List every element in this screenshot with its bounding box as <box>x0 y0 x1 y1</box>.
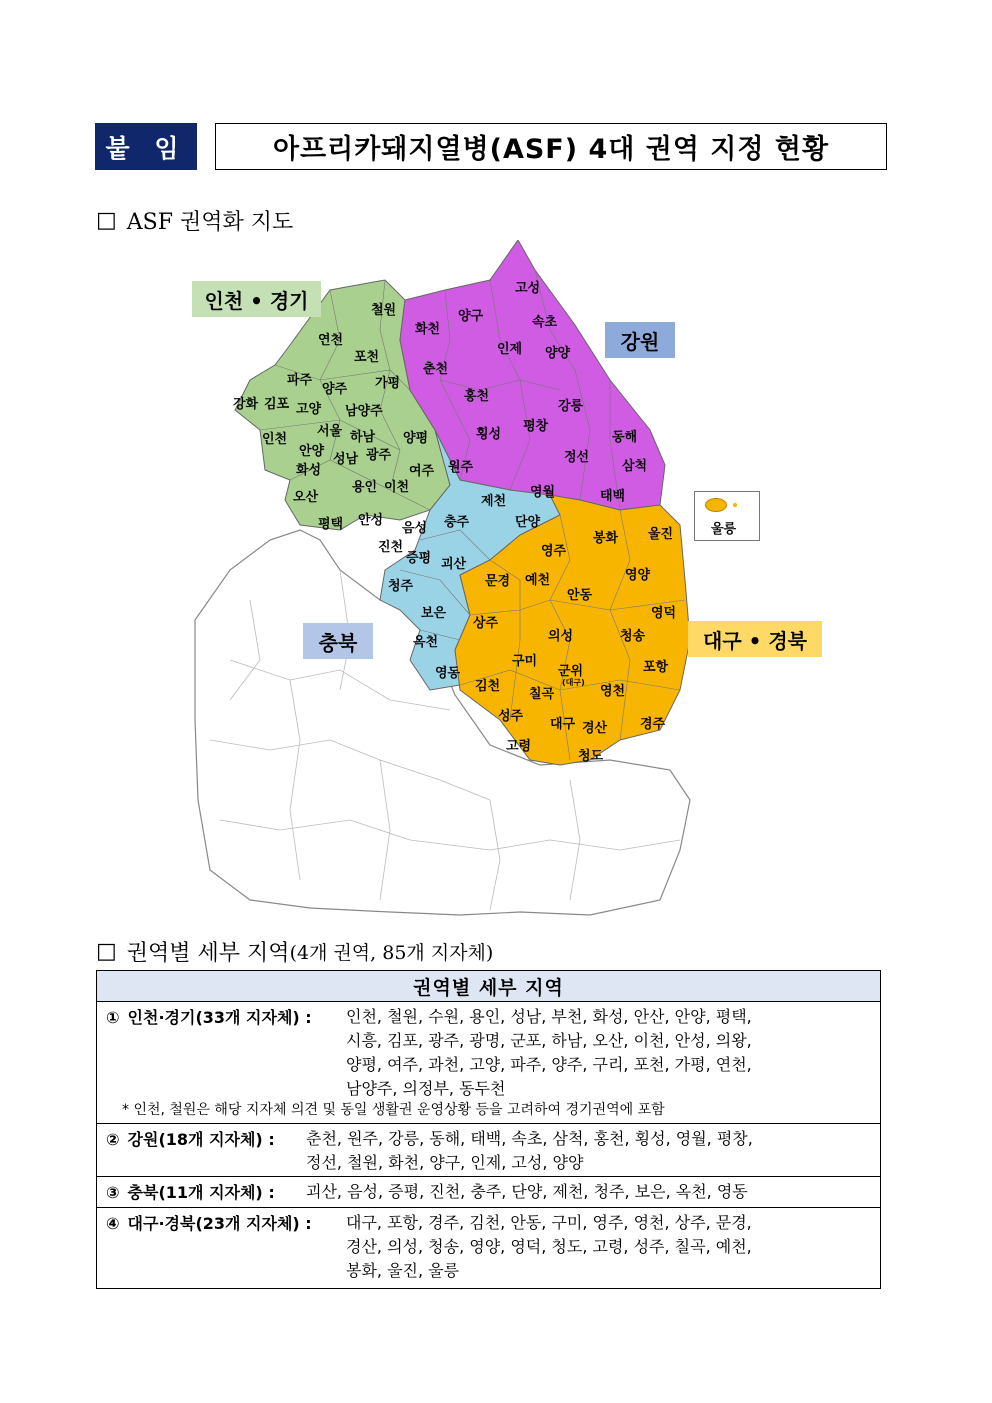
region-label-gyeongbuk: 대구 • 경북 <box>688 621 822 657</box>
city-label: 괴산 <box>441 557 467 572</box>
city-label: 가평 <box>375 376 401 391</box>
city-label: 철원 <box>371 303 397 318</box>
row-footnote: * 인천, 철원은 해당 지자체 의견 및 동일 생활권 운영상황 등을 고려하여 경기권역에 포함 <box>122 1102 665 1118</box>
city-label: (대구) <box>562 678 585 687</box>
city-label: 청주 <box>388 579 414 594</box>
city-label: 오산 <box>293 490 319 505</box>
ulleung-island-icon <box>705 498 727 512</box>
city-label: 강릉 <box>558 399 584 414</box>
section-detail-count: (4개 권역, 85개 지자체) <box>289 942 494 964</box>
city-label: 경산 <box>582 721 608 736</box>
city-label: 음성 <box>402 521 428 536</box>
city-label: 춘천 <box>423 362 449 377</box>
city-label: 인천 <box>262 432 288 447</box>
checkbox-bullet-icon: □ <box>96 939 117 964</box>
city-label: 광주 <box>366 448 392 463</box>
city-label: 평창 <box>523 419 549 434</box>
city-label: 용인 <box>352 480 378 495</box>
city-label: 안양 <box>299 444 325 459</box>
city-label: 김천 <box>475 679 501 694</box>
city-label: 홍천 <box>464 389 490 404</box>
row-list-line: 시흥, 김포, 광주, 광명, 군포, 하남, 오산, 이천, 안성, 의왕, <box>346 1031 752 1050</box>
row-region: 충북(11개 지자체) : <box>127 1183 275 1202</box>
city-label: 증평 <box>406 551 432 566</box>
region-detail-table <box>96 970 881 1289</box>
region-label-gangwon: 강원 <box>605 322 675 358</box>
city-label: 영양 <box>625 568 651 583</box>
city-label: 안동 <box>567 588 593 603</box>
city-label: 여주 <box>409 464 435 479</box>
region-label-gyeonggi: 인천 • 경기 <box>192 281 321 317</box>
city-label: 보은 <box>421 606 447 621</box>
row-region: 인천·경기(33개 지자체) : <box>127 1008 312 1027</box>
city-label: 문경 <box>485 574 511 589</box>
city-label: 고령 <box>506 739 532 754</box>
row-number: ④ <box>106 1214 120 1233</box>
city-label: 화성 <box>296 463 322 478</box>
city-label: 봉화 <box>593 531 619 546</box>
city-label: 양양 <box>545 346 571 361</box>
city-label: 울진 <box>648 527 674 542</box>
city-label: 원주 <box>448 460 474 475</box>
city-label: 이천 <box>384 480 410 495</box>
city-label: 남양주 <box>345 404 383 419</box>
city-label: 정선 <box>564 450 590 465</box>
row-list-line: 봉화, 울진, 울릉 <box>346 1261 460 1280</box>
city-label: 김포 <box>264 397 290 412</box>
section-detail-heading <box>96 936 493 967</box>
city-label: 대구 <box>550 717 576 732</box>
city-label: 충주 <box>444 515 470 530</box>
city-label: 강화 <box>233 397 259 412</box>
ulleung-inset <box>694 491 760 541</box>
city-label: 구미 <box>512 654 538 669</box>
city-label: 영덕 <box>651 606 677 621</box>
city-label: 양구 <box>458 309 484 324</box>
city-label: 횡성 <box>476 427 502 442</box>
city-label: 안성 <box>358 513 384 528</box>
document-title: 아프리카돼지열병(ASF) 4대 권역 지정 현황 <box>215 123 887 170</box>
row-number: ① <box>106 1008 120 1027</box>
section-map-heading <box>96 205 293 236</box>
row-list-line: 춘천, 원주, 강릉, 동해, 태백, 속초, 삼척, 홍천, 횡성, 영월, 평창, <box>306 1129 753 1148</box>
row-list-line: 경산, 의성, 청송, 영양, 영덕, 청도, 고령, 성주, 칠곡, 예천, <box>346 1237 752 1256</box>
city-label: 칠곡 <box>529 687 555 702</box>
city-label: 성주 <box>498 709 524 724</box>
city-label: 파주 <box>287 373 313 388</box>
city-label: 영주 <box>541 544 567 559</box>
city-label: 연천 <box>318 333 344 348</box>
region-label-chungbuk: 충북 <box>303 623 373 659</box>
attachment-badge: 붙 임 <box>95 123 197 170</box>
section-map-title: ASF 권역화 지도 <box>126 210 294 235</box>
city-label: 청도 <box>578 749 604 764</box>
table-row <box>97 1002 881 1124</box>
city-label: 영동 <box>435 666 461 681</box>
city-label: 영천 <box>600 684 626 699</box>
city-label: 상주 <box>473 616 499 631</box>
checkbox-bullet-icon: □ <box>96 208 117 233</box>
row-number: ③ <box>106 1183 120 1202</box>
row-region: 대구·경북(23개 지자체) : <box>127 1214 312 1233</box>
city-label: 고양 <box>296 402 322 417</box>
city-label: 삼척 <box>622 459 648 474</box>
row-list-line: 인천, 철원, 수원, 용인, 성남, 부천, 화성, 안산, 안양, 평택, <box>346 1007 752 1026</box>
section-detail-title: 권역별 세부 지역 <box>126 941 290 966</box>
city-label: 경주 <box>640 717 666 732</box>
city-label: 속초 <box>532 315 558 330</box>
row-list-line: 괴산, 음성, 증평, 진천, 충주, 단양, 제천, 청주, 보은, 옥천, 영동 <box>306 1182 748 1201</box>
city-label: 태백 <box>600 489 626 504</box>
city-label: 영월 <box>530 485 556 500</box>
table-row <box>97 1208 881 1289</box>
city-label: 서울 <box>317 424 343 439</box>
dokdo-dot-icon <box>733 503 737 507</box>
city-label: 동해 <box>612 430 638 445</box>
row-list-line: 대구, 포항, 경주, 김천, 안동, 구미, 영주, 영천, 상주, 문경, <box>346 1213 752 1232</box>
city-label: 양주 <box>322 382 348 397</box>
city-label: 고성 <box>515 281 541 296</box>
city-label: 양평 <box>403 431 429 446</box>
city-label: 하남 <box>350 430 376 445</box>
city-label: 군위 <box>558 664 584 679</box>
row-list-line: 양평, 여주, 과천, 고양, 파주, 양주, 구리, 포천, 가평, 연천, <box>346 1055 752 1074</box>
city-label: 울릉 <box>711 522 737 537</box>
city-label: 포천 <box>354 350 380 365</box>
city-label: 인제 <box>497 342 523 357</box>
row-region: 강원(18개 지자체) : <box>127 1130 275 1149</box>
city-label: 제천 <box>481 494 507 509</box>
table-row <box>97 1124 881 1177</box>
city-label: 의성 <box>548 629 574 644</box>
table-header: 권역별 세부 지역 <box>97 971 881 1002</box>
city-label: 포항 <box>643 660 669 675</box>
city-label: 평택 <box>318 517 344 532</box>
table-row <box>97 1177 881 1208</box>
row-number: ② <box>106 1130 120 1149</box>
row-list-line: 정선, 철원, 화천, 양구, 인제, 고성, 양양 <box>306 1153 584 1172</box>
city-label: 단양 <box>515 515 541 530</box>
city-label: 예천 <box>525 573 551 588</box>
city-label: 옥천 <box>413 635 439 650</box>
city-label: 청송 <box>620 629 646 644</box>
city-label: 성남 <box>333 452 359 467</box>
city-label: 진천 <box>378 540 404 555</box>
city-label: 화천 <box>415 322 441 337</box>
row-list-line: 남양주, 의정부, 동두천 <box>346 1079 506 1098</box>
